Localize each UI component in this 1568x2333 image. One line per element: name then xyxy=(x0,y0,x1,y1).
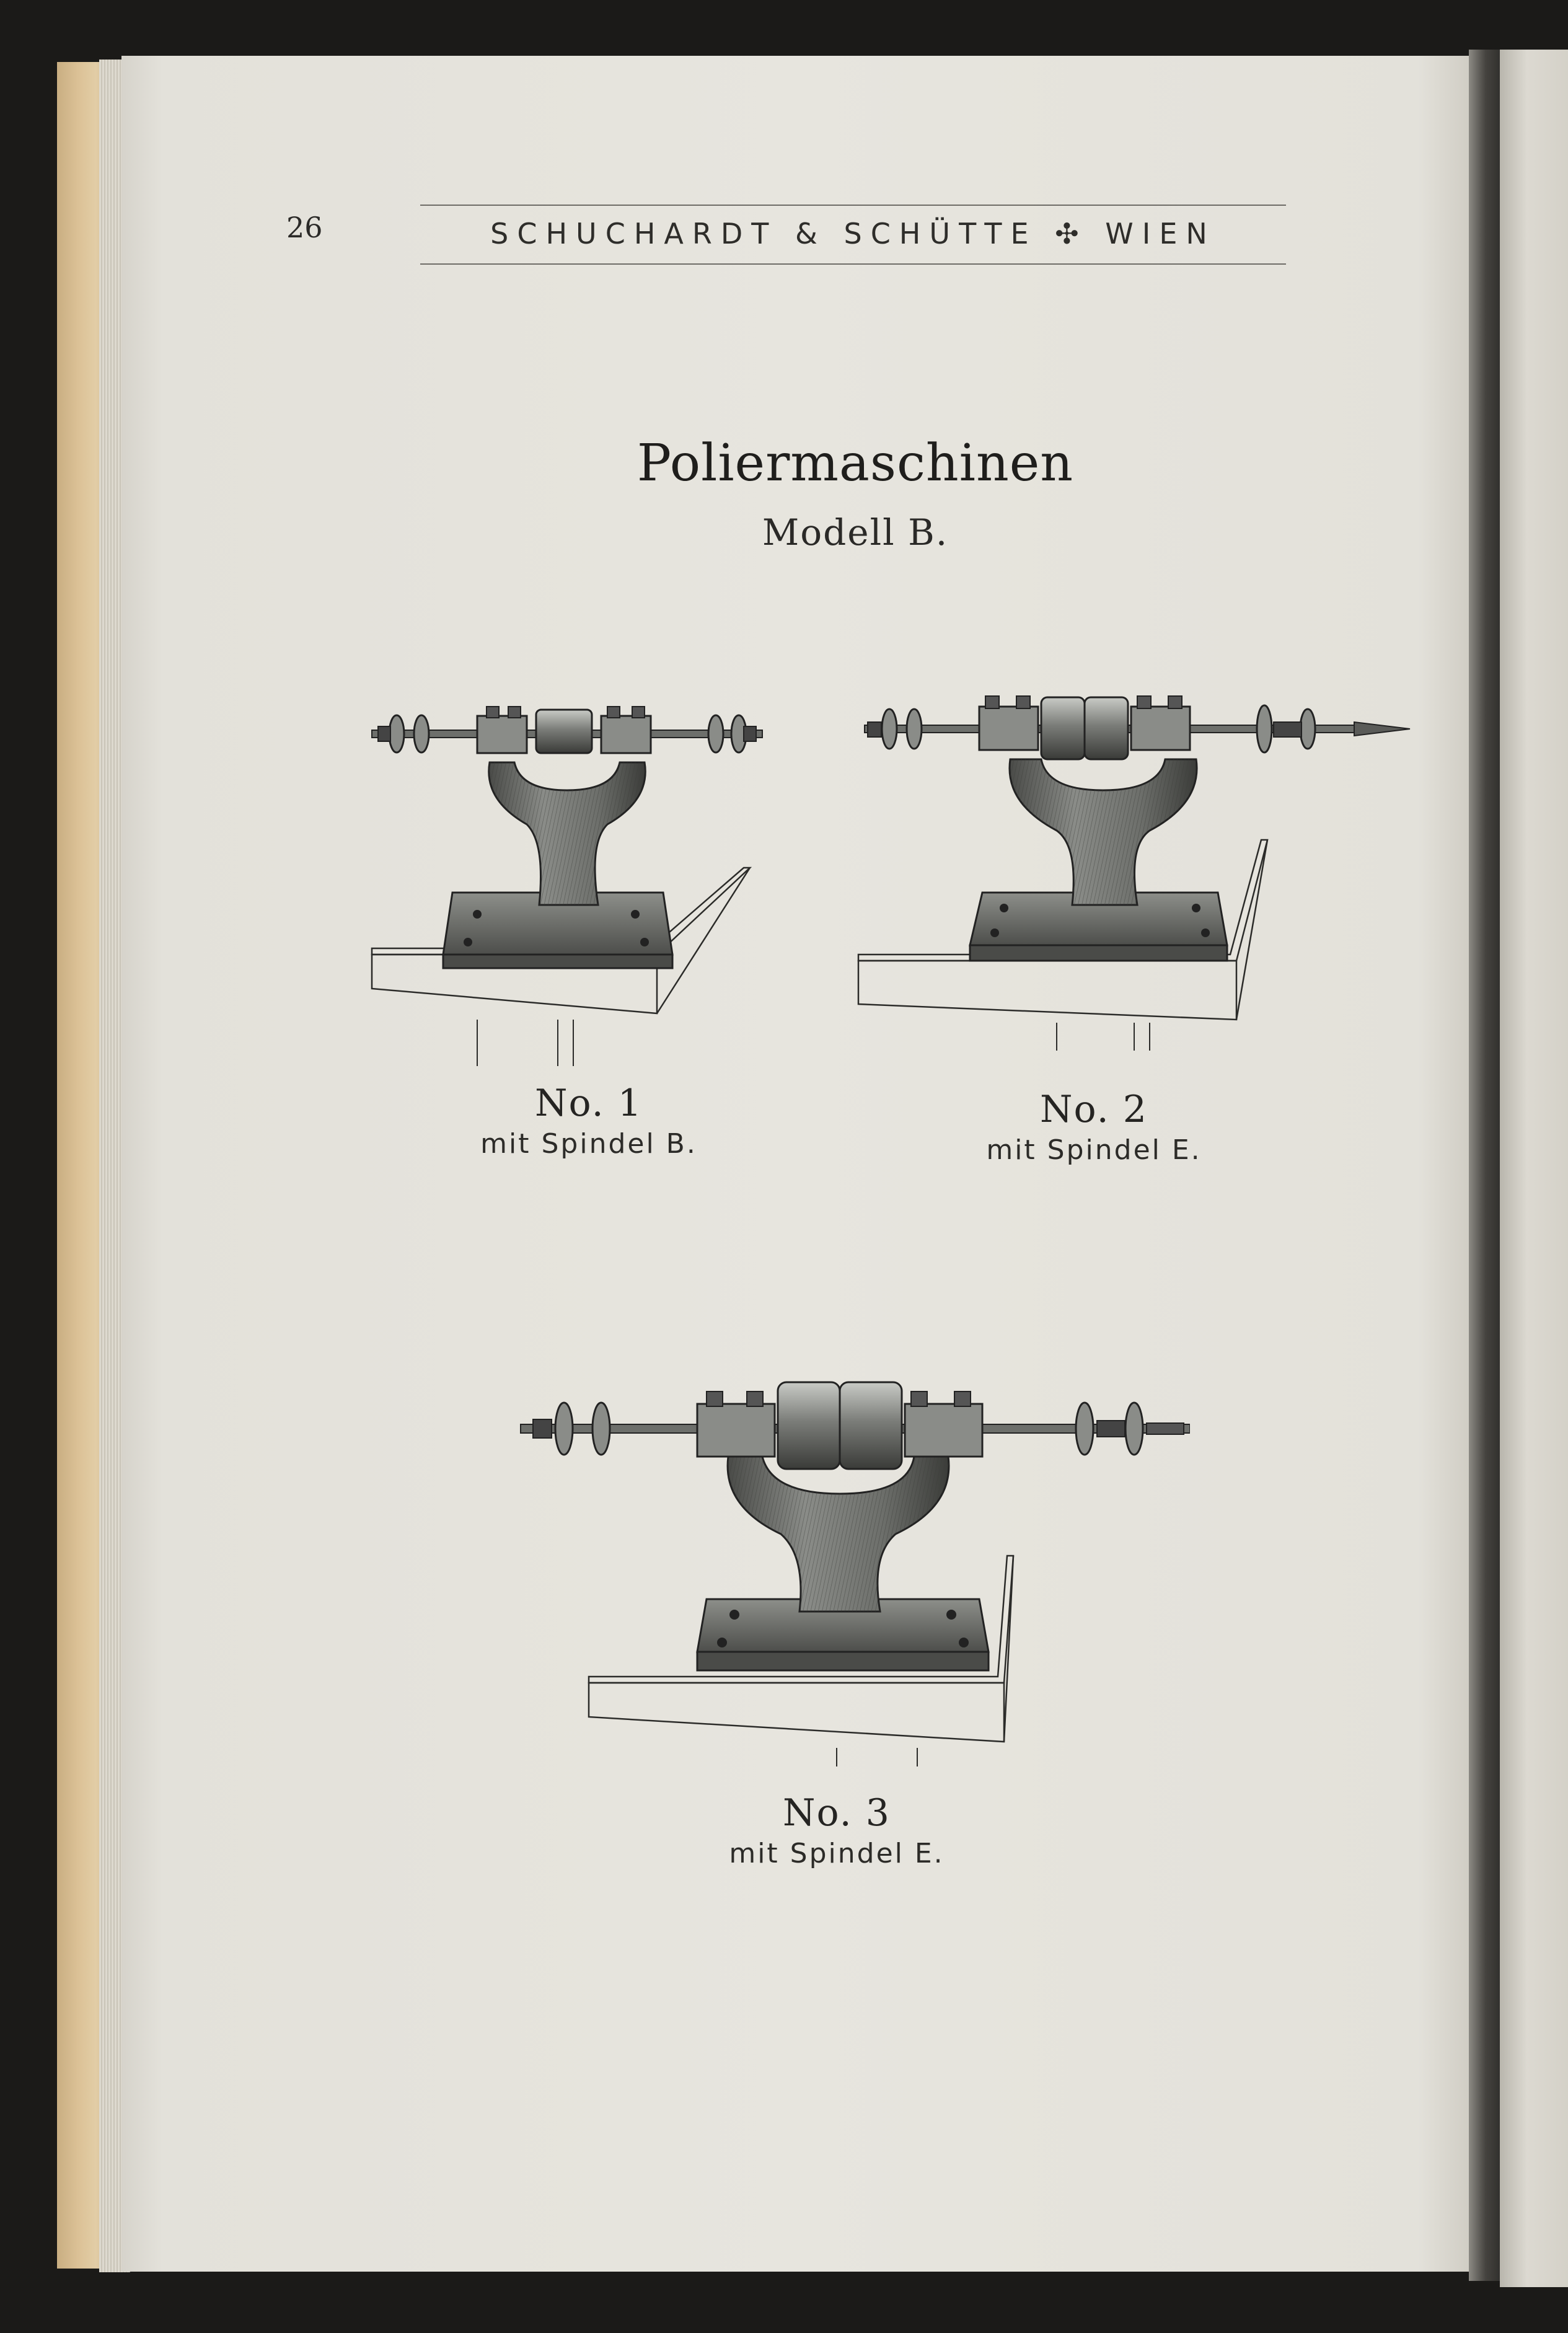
header-rule-top xyxy=(420,205,1286,206)
page-title: Poliermaschinen xyxy=(636,434,1074,493)
figure-1-number: No. 1 xyxy=(535,1082,643,1125)
figure-3-spindle: mit Spindel E. xyxy=(729,1838,945,1869)
figure-1-spindle: mit Spindel B. xyxy=(480,1128,697,1160)
machine-pedestal xyxy=(1010,759,1197,905)
spindle-assembly xyxy=(521,1382,1190,1469)
running-header: SCHUCHARDT & SCHÜTTE ✣ WIEN xyxy=(490,217,1216,250)
figure-2-number: No. 2 xyxy=(1040,1088,1148,1131)
machine-pedestal xyxy=(728,1457,949,1612)
figure-3-number: No. 3 xyxy=(783,1791,891,1835)
polishing-machine-no1-illustration xyxy=(359,682,769,1066)
machine-pedestal xyxy=(489,762,646,905)
next-page-edge xyxy=(1500,50,1568,2287)
spindle-assembly xyxy=(865,696,1410,759)
figure-2-spindle: mit Spindel E. xyxy=(986,1134,1202,1166)
polishing-machine-no2-illustration xyxy=(852,679,1422,1063)
header-rule-bottom xyxy=(420,263,1286,265)
page-number: 26 xyxy=(286,211,323,244)
page-subtitle: Modell B. xyxy=(762,511,949,553)
spindle-assembly xyxy=(372,707,762,753)
polishing-machine-no3-illustration xyxy=(508,1370,1190,1766)
